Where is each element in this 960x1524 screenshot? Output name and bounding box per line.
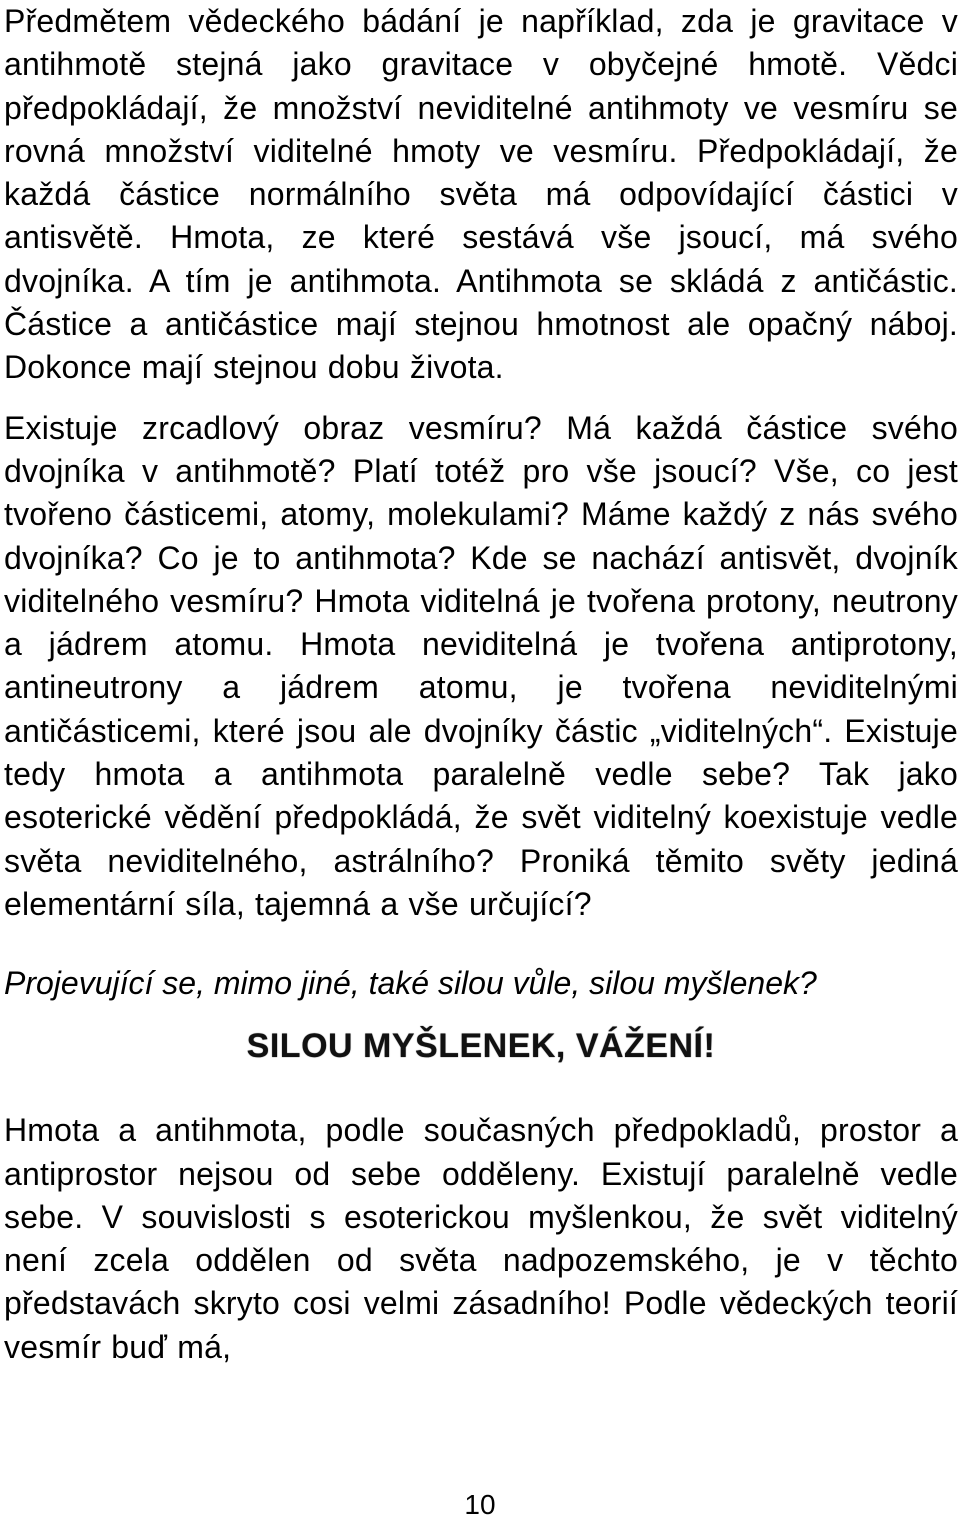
paragraph-closing: Hmota a antihmota, podle současných předpokladů, prostor a antiprostor nejsou od sebe odděleny. Existují paralelně vedle sebe. V souvislosti s esoterickou myšlenkou, že svět viditelný není zcela oddělen od světa nadpozemského, je v těchto představách skryto cosi velmi zásadního! Podle vědeckých teorií vesmír buď má, bbox=[4, 1112, 958, 1365]
page-number: 10 bbox=[464, 1489, 496, 1520]
paragraph-mirror-universe-questions: Existuje zrcadlový obraz vesmíru? Má každá částice svého dvojníka v antihmotě? Platí totéž pro vše jsoucí? Vše, co jest tvořeno částicemi, atomy, molekulami? Máme každý z nás svého dvojníka? Co je to antihmota? Kde se nachází antisvět, dvojník viditelného vesmíru? Hmota viditelná je tvořena protony, neutrony a jádrem atomu. Hmota neviditelná je tvořena antiprotony, antineutrony a jádrem atomu, je tvořena neviditelnými antičásticemi, které jsou ale dvojníky částic „viditelných“. Existuje tedy hmota a antihmota paralelně vedle sebe? Tak jako esoterické vědění předpokládá, že svět viditelný koexistuje vedle světa neviditelného, astrálního? Proniká těmito světy jediná elementární síla, tajemná a vše určující? bbox=[4, 409, 958, 922]
section-heading: SILOU MYŠLENEK, VÁŽENÍ! bbox=[246, 1027, 716, 1066]
italic-question: Projevující se, mimo jiné, také silou vůle, silou myšlenek? bbox=[4, 965, 817, 1002]
paragraph-antimatter-research: Předmětem vědeckého bádání je například, zda je gravitace v antihmotě stejná jako gravitace v obyčejné hmotě. Vědci předpokládají, že množství neviditelné antihmoty ve vesmíru se rovná množství viditelné hmoty ve vesmíru. Předpokládají, že každá částice normálního světa má odpovídající částici v antisvětě. Hmota, ze které sestává vše jsoucí, má svého dvojníka. A tím je antihmota. Antihmota se skládá z antičástic. Částice a antičástice mají stejnou hmotnost ale opačný náboj. Dokonce mají stejnou dobu života. bbox=[4, 3, 958, 386]
document-page bbox=[4, 0, 958, 1369]
